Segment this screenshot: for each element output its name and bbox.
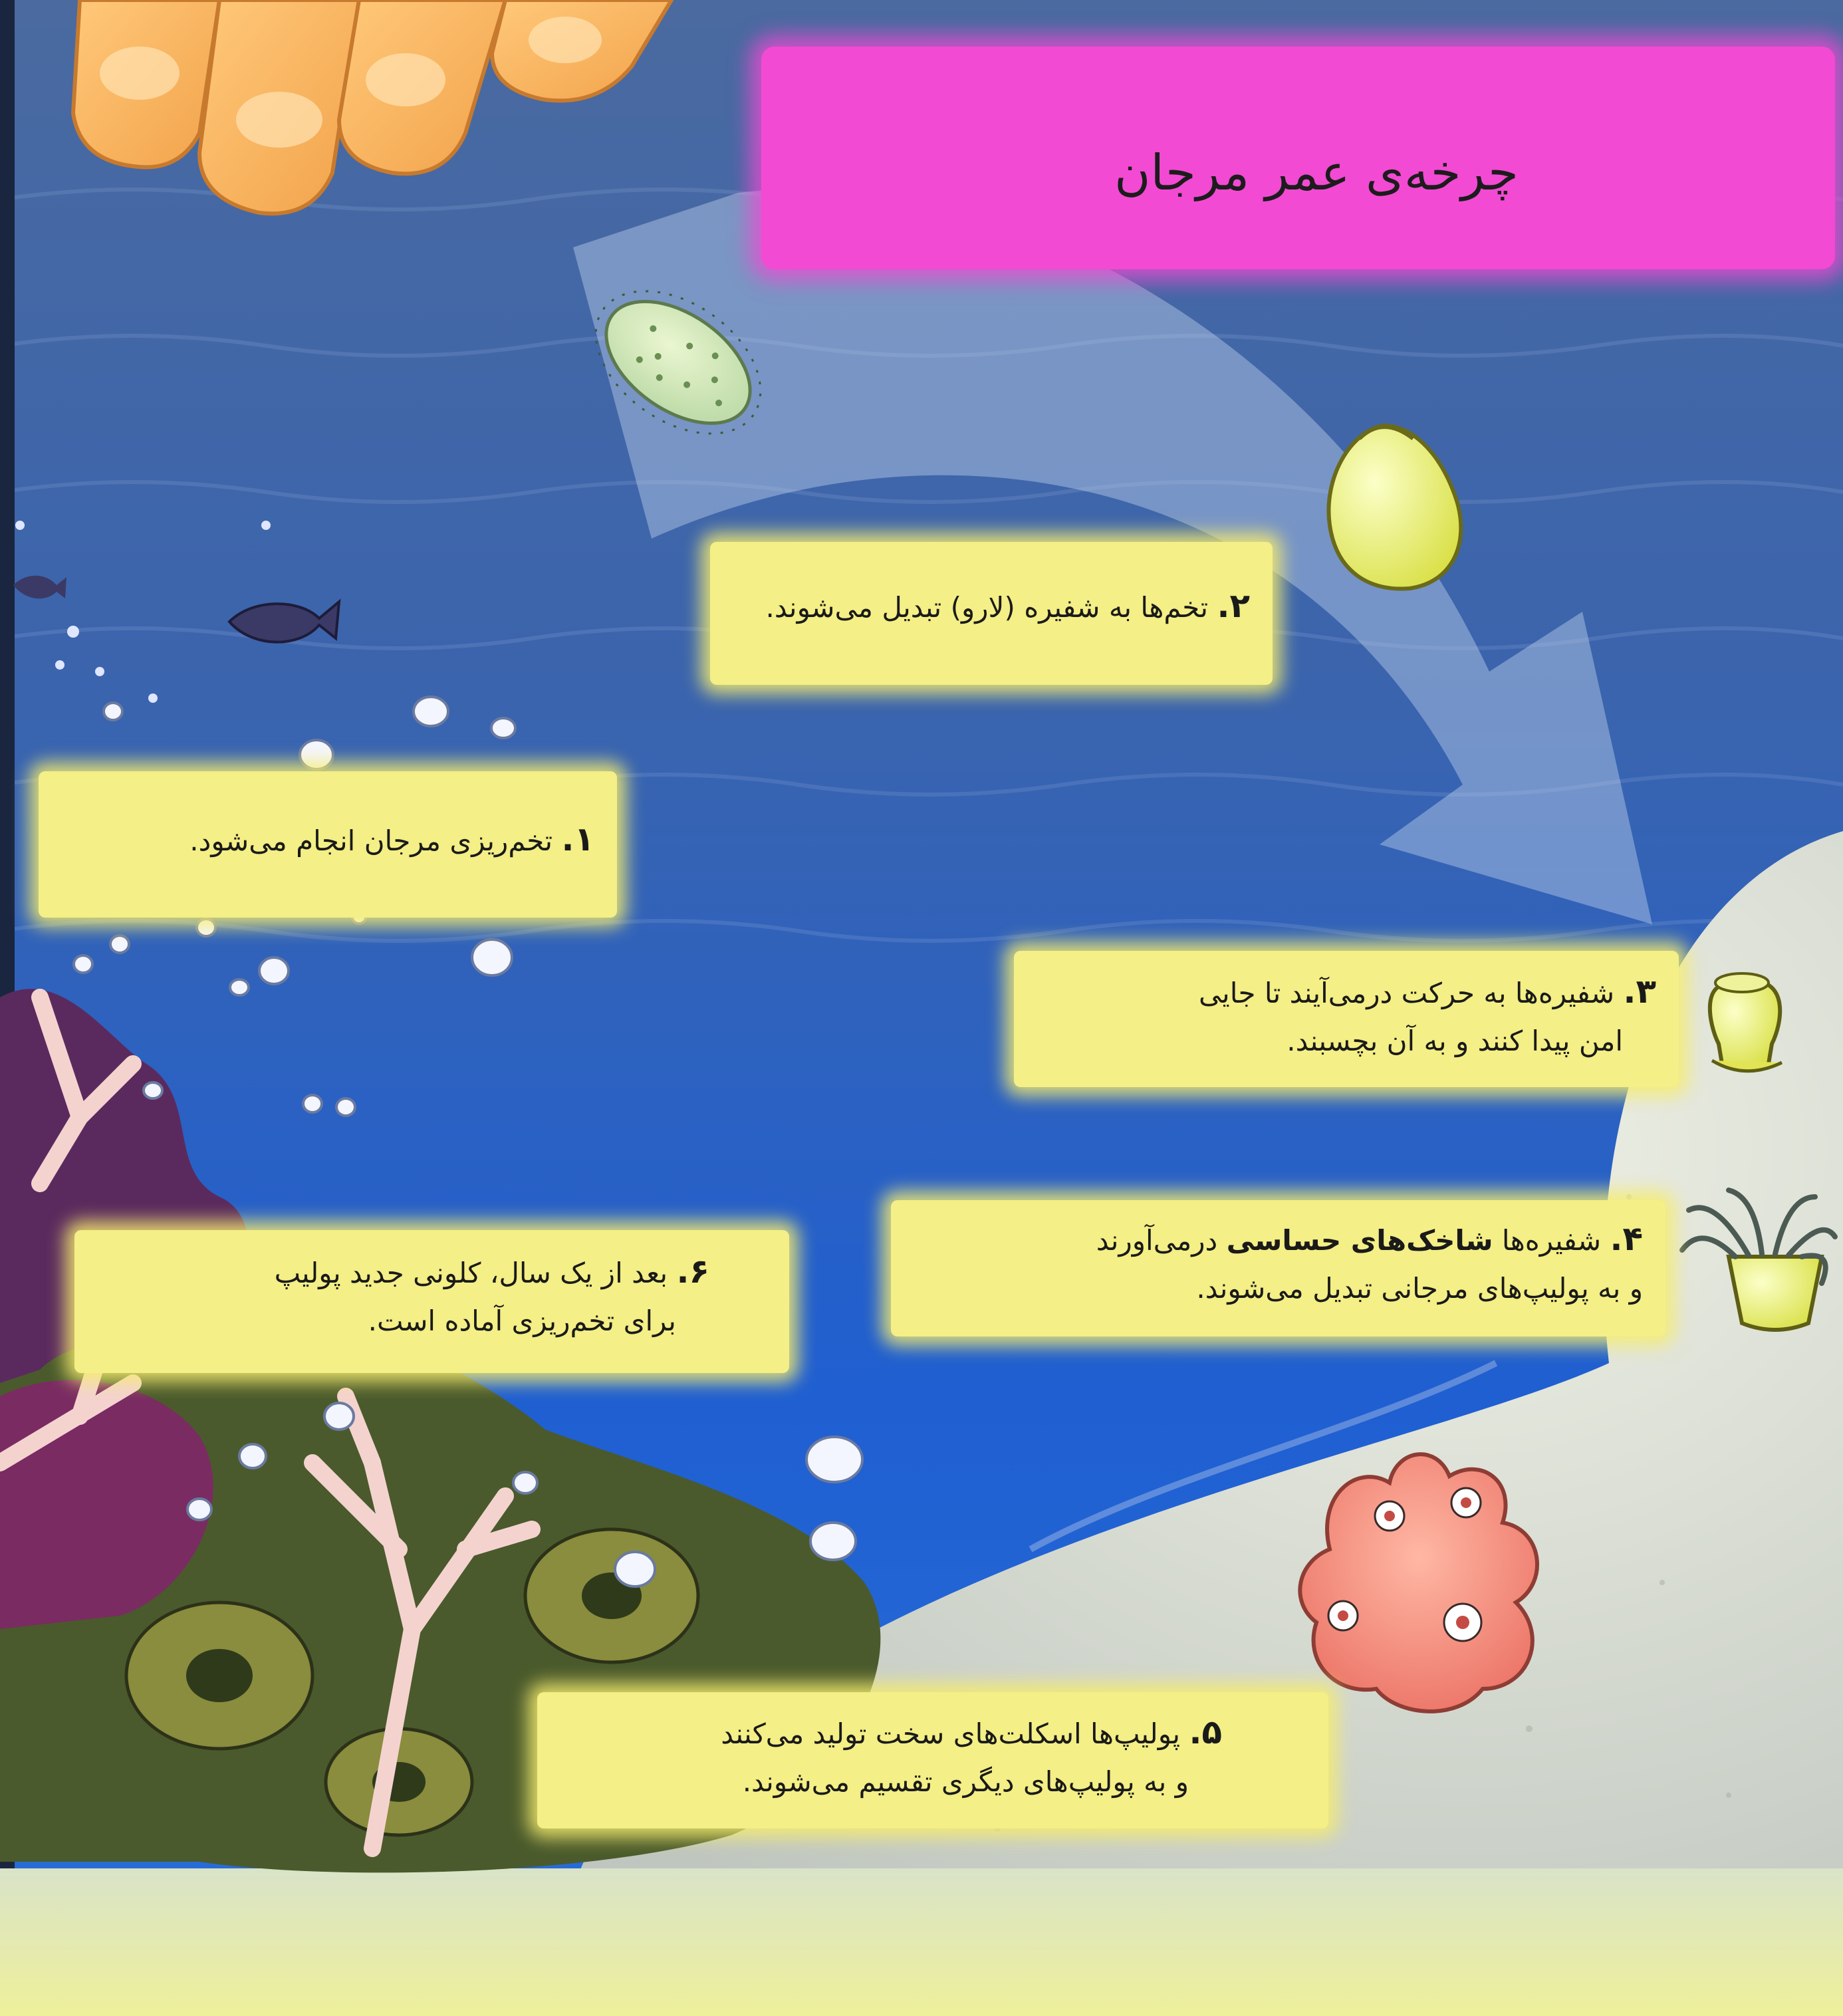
page-bottom	[0, 1868, 1843, 2016]
step-5-line-2: و به پولیپ‌های دیگری تقسیم می‌شوند.	[742, 1765, 1189, 1798]
step-5-card	[537, 1692, 1328, 1828]
step-4-card	[891, 1200, 1665, 1336]
step-4-line-1a: شفیره‌ها	[1501, 1224, 1602, 1257]
step-3-number: ۳.	[1623, 972, 1656, 1011]
settled-larva-icon	[1710, 973, 1782, 1071]
step-3-line-1: شفیره‌ها به حرکت درمی‌آیند تا جایی	[1199, 977, 1615, 1009]
step-6-card	[74, 1230, 789, 1373]
step-4-line-2: و به پولیپ‌های مرجانی تبدیل می‌شوند.	[1196, 1272, 1643, 1305]
step-6-line-1: بعد از یک سال، کلونی جدید پولیپ	[274, 1257, 668, 1289]
step-6-number: ۶.	[676, 1252, 709, 1291]
step-5-number: ۵.	[1189, 1713, 1222, 1751]
step-3-line-2: امن پیدا کنند و به آن بچسبند.	[1287, 1025, 1623, 1057]
step-4-line-1-bold: شاخک‌های حساسی	[1226, 1224, 1493, 1257]
page-title: چرخه‌ی عمر مرجان	[1114, 144, 1519, 201]
step-4-number: ۴.	[1610, 1219, 1643, 1258]
step-2-card	[710, 542, 1273, 685]
step-4-line-1b: درمی‌آورند	[1096, 1224, 1218, 1257]
step-1-card	[39, 771, 617, 918]
step-1-text: تخم‌ریزی مرجان انجام می‌شود.	[189, 824, 553, 857]
step-5-line-1: پولیپ‌ها اسکلت‌های سخت تولید می‌کنند	[721, 1717, 1181, 1750]
step-6-line-2: برای تخم‌ریزی آماده است.	[368, 1305, 676, 1337]
step-1-number: ۱.	[561, 820, 594, 858]
step-3-card	[1014, 951, 1679, 1087]
step-2-number: ۲.	[1217, 586, 1250, 625]
step-2-text: تخم‌ها به شفیره (لارو) تبدیل می‌شوند.	[765, 591, 1209, 624]
